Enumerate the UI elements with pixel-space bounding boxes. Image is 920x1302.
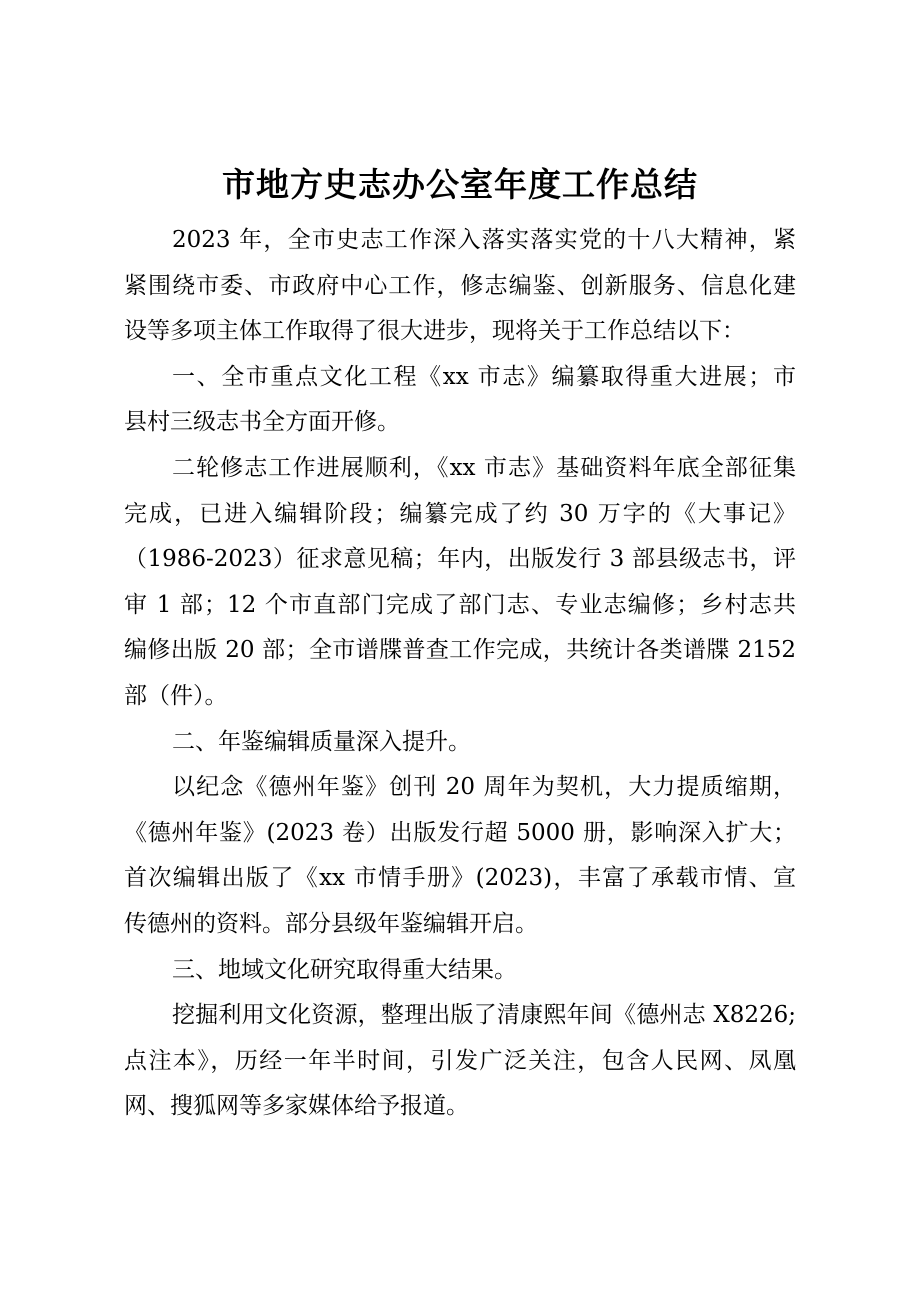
paragraph-line: 审 1 部；12 个市直部门完成了部门志、专业志编修；乡村志共: [124, 591, 796, 618]
paragraph-line: 首次编辑出版了《xx 市情手册》(2023)，丰富了承载市情、宣: [124, 865, 796, 892]
paragraph: [124, 765, 796, 947]
paragraph: [124, 720, 796, 766]
paragraph-line: 编修出版 20 部；全市谱牒普查工作完成，共统计各类谱牒 2152: [124, 637, 796, 664]
document-title: 市地方史志办公室年度工作总结: [222, 165, 698, 204]
paragraph-line: 完成，已进入编辑阶段；编纂完成了约 30 万字的《大事记》: [124, 500, 796, 527]
paragraph-line: （1986-2023）征求意见稿；年内，出版发行 3 部县级志书，评: [124, 546, 796, 573]
paragraph-line: 2023 年，全市史志工作深入落实落实党的十八大精神，紧: [172, 227, 796, 253]
paragraph: [124, 993, 796, 1130]
paragraph-line: 县村三级志书全方面开修。: [124, 409, 400, 436]
paragraph: [124, 446, 796, 720]
paragraph: [124, 355, 796, 446]
paragraph-line: 《德州年鉴》(2023 卷）出版发行超 5000 册，影响深入扩大；: [124, 819, 796, 846]
paragraph-line: 一、全市重点文化工程《xx 市志》编纂取得重大进展；市: [172, 363, 796, 390]
paragraph-line: 以纪念《德州年鉴》创刊 20 周年为契机，大力提质缩期，: [172, 774, 796, 801]
paragraph-line: 二轮修志工作进展顺利，《xx 市志》基础资料年底全部征集: [172, 454, 796, 481]
paragraph-line: 三、地域文化研究取得重大结果。: [172, 956, 517, 983]
paragraph-line: 紧围绕市委、市政府中心工作，修志编鉴、创新服务、信息化建: [124, 272, 796, 299]
paragraph: [124, 948, 796, 994]
paragraph-line: 部（件）。: [124, 682, 228, 709]
paragraph-line: 网、搜狐网等多家媒体给予报道。: [124, 1093, 469, 1120]
document-body: [124, 218, 796, 1130]
paragraph: [124, 218, 796, 355]
paragraph-line: 传德州的资料。部分县级年鉴编辑开启。: [124, 910, 538, 937]
paragraph-line: 设等多项主体工作取得了很大进步，现将关于工作总结以下：: [124, 318, 745, 345]
paragraph-line: 挖掘利用文化资源，整理出版了清康熙年间《德州志 X8226;: [172, 1002, 796, 1029]
paragraph-line: 点注本》，历经一年半时间，引发广泛关注，包含人民网、凤凰: [124, 1047, 796, 1074]
paragraph-line: 二、年鉴编辑质量深入提升。: [172, 728, 471, 755]
